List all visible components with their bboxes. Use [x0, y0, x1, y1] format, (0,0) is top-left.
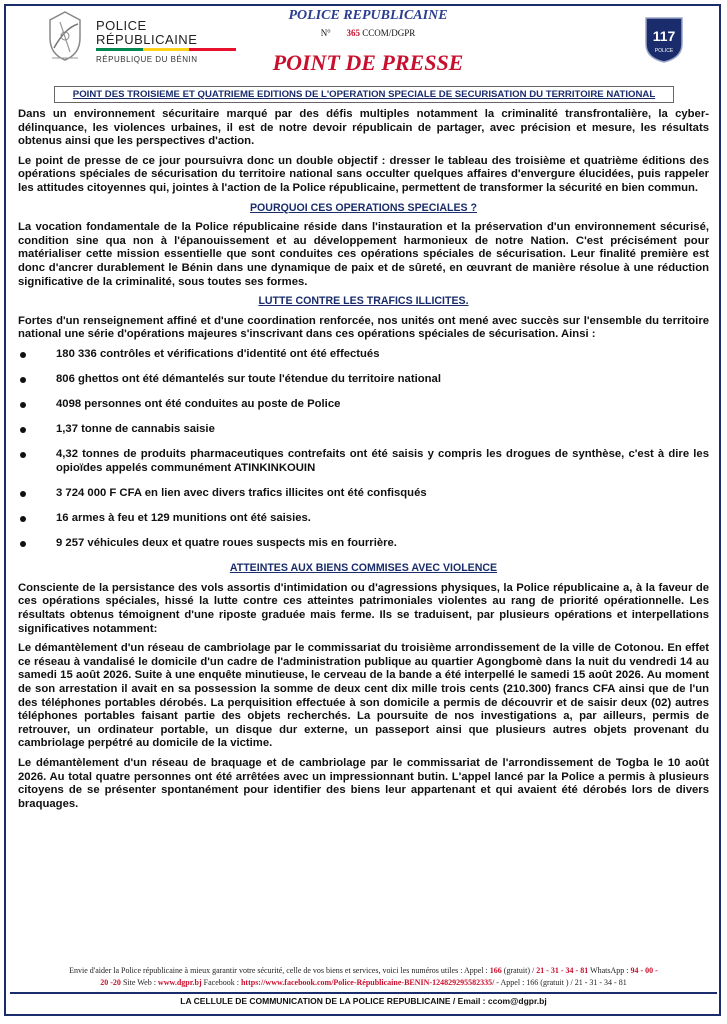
website-label: Site Web :: [122, 978, 156, 987]
footer-divider: [10, 992, 717, 994]
logo-line2: RÉPUBLICAINE: [96, 32, 198, 47]
section3-paragraph-1: Consciente de la persistance des vols assortis d'intimidation ou d'agressions physiques, la Police républicaine a, à la faveur de ces opérations spéciales, hissé la lutte contre ces atteintes patrimoniales violentes au rang de priorité opérationnelle. Les résultats obtenus témoignent d'une riposte graduée mais ferme. Ils se traduisent, par plusieurs opérations et interpellations significatives notamment:: [18, 581, 709, 635]
footer-line-2: [10, 977, 717, 989]
section-heading-trafics: LUTTE CONTRE LES TRAFICS ILLICITES.: [258, 295, 469, 308]
whatsapp-number: 94 - 00 -: [630, 966, 658, 975]
list-item-text: 9 257 véhicules deux et quatre roues suspects mis en fourrière.: [56, 537, 397, 550]
num-prefix: N°: [320, 28, 331, 38]
list-item: [18, 487, 709, 501]
section-heading-atteintes: ATTEINTES AUX BIENS COMMISES AVEC VIOLENCE: [229, 562, 498, 575]
list-item: [18, 537, 709, 551]
intro-paragraph-2: Le point de presse de ce jour poursuivra donc un double objectif : dresser le tableau des troisième et quatrième éditions des opérations spéciales de sécurisation du territoire national sans occulter quelques affaires d'envergure élucidées, puis rappeler les attitudes citoyennes qui, jointes à l'action de la Police républicaine, permettent de transformer la sécurité en bien commun.: [18, 154, 709, 194]
footer-communication-cell: LA CELLULE DE COMMUNICATION DE LA POLICE REPUBLICAINE / Email : ccom@dgpr.bj: [180, 996, 547, 1006]
num-suffix: CCOM/DGPR: [362, 28, 416, 38]
list-item: [18, 448, 709, 475]
document-body: [18, 108, 709, 817]
list-item-text: 4098 personnes ont été conduites au poste de Police: [56, 398, 341, 411]
header-title: POLICE REPUBLICAINE: [288, 8, 448, 23]
press-title: POINT DE PRESSE: [272, 50, 464, 75]
main-title: POINT DES TROISIEME ET QUATRIEME EDITIONS DE L'OPERATION SPECIALE DE SECURISATION DU TERRITOIRE NATIONAL: [54, 86, 674, 103]
list-item: [18, 512, 709, 526]
document-number: [263, 28, 473, 38]
section1-paragraph: La vocation fondamentale de la Police républicaine réside dans l'instauration et la préservation d'un environnement sécurisé, condition sine qua non à l'épanouissement et au développement harmonieux de notre Nation. C'est précisément pour matérialiser cette mission essentielle que sont conduites ces opérations spéciales de sécurisation. Leur finalité première est donc d'ancrer durablement le Bénin dans une dynamique de paix et de sûreté, en œuvrant de manière résolue à une réduction significative de la criminalité, sous toutes ses formes.: [18, 221, 709, 288]
section3-paragraph-3: Le démantèlement d'un réseau de braquage et de cambriolage par le commissariat de l'arrondissement de Togba le 10 août 2026. Au total quatre personnes ont été arrêtées avec un impressionnant butin. L'appel lancé par la Police a permis à plusieurs citoyens de se présenter spontanément pour identifier des biens leur appartenant et qui avaient été dérobés lors de divers braquages.: [18, 756, 709, 810]
section3-paragraph-2: Le démantèlement d'un réseau de cambriolage par le commissariat du troisième arrondissement de la ville de Cotonou. En effet ce réseau à vandalisé le domicile d'un cadre de l'administration publique au quartier Agongbomè dans la nuit du vendredi 14 au samedi 15 août 2026. Suite à une enquête minutieuse, le cerveau de la bande a été interpellé le samedi 15 août 2026. Au moment de son arrestation il avait en sa possession la somme de deux cent dix mille trois cents (210.300) francs CFA ainsi que de l'un des téléphones portables dérobés. La perquisition effectuée à son domicile a permis de découvrir et de saisir deux (02) autres téléphones portables faisant partie des objets recherchés. La poursuite de nos investigations a, par ailleurs, permis de retrouver, un ordinateur portable, un disque dur externe, un passeport ainsi que plusieurs autres objets provenant du cambriolage perpétré au domicile de la victime.: [18, 642, 709, 750]
list-item-text: 806 ghettos ont été démantelés sur toute l'étendue du territoire national: [56, 373, 441, 385]
facebook-label: Facebook :: [203, 978, 239, 987]
bullet-icon: [20, 541, 26, 547]
flag-green: [96, 48, 143, 51]
phone-number: 21 - 31 - 34 - 81: [536, 966, 589, 975]
list-item-text: 16 armes à feu et 129 munitions ont été saisies.: [56, 512, 311, 525]
footer-line-1: [10, 965, 717, 977]
bullet-icon: [20, 352, 26, 358]
bullet-icon: [20, 491, 26, 497]
section2-paragraph: Fortes d'un renseignement affiné et d'une coordination renforcée, nos unités ont mené avec succès sur l'ensemble du territoire national une série d'opérations majeures s'inscrivant dans ces opérations spéciales de sécurisation. Ainsi :: [18, 314, 709, 341]
section-heading-operations: POURQUOI CES OPERATIONS SPECIALES ?: [249, 201, 477, 214]
list-item-text: 180 336 contrôles et vérifications d'identité ont été effectués: [56, 347, 380, 360]
footer-text: - Appel : 166 (gratuit ) / 21 - 31 - 34 - 81: [496, 978, 627, 987]
whatsapp-number-end: 20 -20: [100, 978, 121, 987]
website-link[interactable]: www.dgpr.bj: [157, 978, 202, 987]
police-logo: [40, 8, 220, 70]
results-list: [18, 348, 709, 551]
whatsapp-label: WhatsApp :: [590, 966, 629, 975]
list-item: [18, 398, 709, 412]
bullet-icon: [20, 516, 26, 522]
emblem-icon: [40, 8, 90, 64]
badge-number: 117: [652, 28, 676, 44]
bullet-icon: [20, 377, 26, 383]
logo-line3: RÉPUBLIQUE DU BÉNIN: [96, 55, 198, 64]
badge-117-icon: [642, 14, 686, 64]
list-item-text: 4,32 tonnes de produits pharmaceutiques contrefaits ont été saisis y compris les drogues de synthèse, c'est à dire les opioïdes appelés communément ATINKINKOUIN: [56, 448, 709, 474]
bullet-icon: [20, 452, 26, 458]
intro-paragraph-1: Dans un environnement sécuritaire marqué par des défis multiples notamment la criminalité transfrontalière, la cyber-délinquance, les violences urbaines, il est de notre devoir républicain de partager, avec précision et mesure, les résultats obtenus ainsi que les perspectives d'action.: [18, 108, 709, 148]
badge-label: POLICE: [654, 48, 674, 54]
num-value: 365: [346, 28, 361, 38]
header: [6, 6, 719, 80]
bullet-icon: [20, 402, 26, 408]
list-item: [18, 348, 709, 362]
flag-yellow: [143, 48, 190, 51]
facebook-link[interactable]: https://www.facebook.com/Police-Républicaine-BENIN-124829295582335/: [240, 978, 495, 987]
logo-line1: POLICE: [96, 18, 147, 33]
list-item: [18, 373, 709, 387]
footer-text: Envie d'aider la Police républicaine à mieux garantir votre sécurité, celle de vos biens et services, voici les numéros utiles : Appel :: [69, 966, 488, 975]
list-item: [18, 423, 709, 437]
bullet-icon: [20, 427, 26, 433]
list-item-text: 3 724 000 F CFA en lien avec divers trafics illicites ont été confisqués: [56, 486, 427, 499]
footer-text: (gratuit) /: [503, 966, 535, 975]
footer-contacts: [10, 965, 717, 990]
emergency-number: 166: [489, 966, 502, 975]
list-item-text: 1,37 tonne de cannabis saisie: [56, 423, 215, 436]
